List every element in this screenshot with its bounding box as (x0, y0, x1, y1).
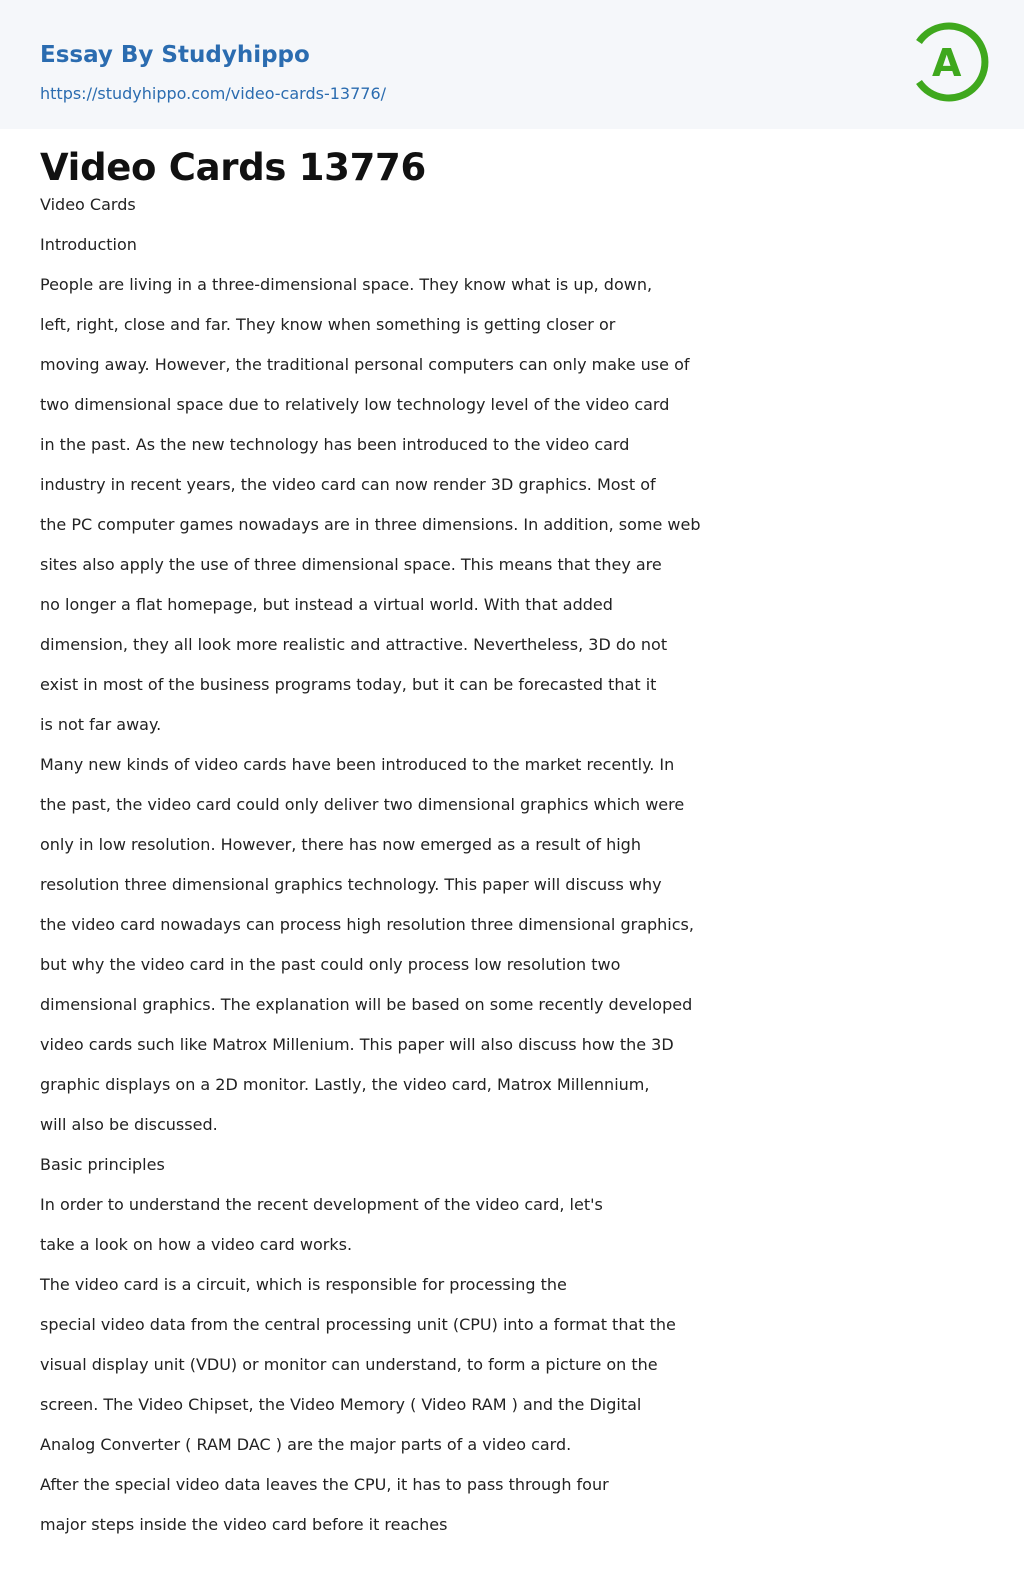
article-lines (40, 185, 740, 1545)
text-line: special video data from the central processing unit (CPU) into a format that the (40, 1315, 676, 1334)
text-line: Many new kinds of video cards have been introduced to the market recently. In (40, 755, 675, 774)
text-line: screen. The Video Chipset, the Video Memory ( Video RAM ) and the Digital (40, 1395, 642, 1414)
text-line: People are living in a three-dimensional space. They know what is up, down, (40, 275, 653, 294)
article-body (40, 144, 740, 1545)
text-line: is not far away. (40, 715, 162, 734)
brand-title: Essay By Studyhippo (40, 42, 310, 68)
text-line: Video Cards (40, 195, 136, 214)
text-line: resolution three dimensional graphics technology. This paper will discuss why (40, 875, 662, 894)
logo-letter: A (932, 41, 962, 85)
text-line: will also be discussed. (40, 1115, 218, 1134)
text-line: Introduction (40, 235, 137, 254)
logo-icon (908, 20, 992, 104)
text-line: two dimensional space due to relatively low technology level of the video card (40, 395, 670, 414)
text-line: After the special video data leaves the CPU, it has to pass through four (40, 1475, 609, 1494)
text-line: dimension, they all look more realistic and attractive. Nevertheless, 3D do not (40, 635, 668, 654)
text-line: The video card is a circuit, which is responsible for processing the (40, 1275, 567, 1294)
text-line: industry in recent years, the video card can now render 3D graphics. Most of (40, 475, 656, 494)
page-header (0, 0, 1024, 129)
text-line: exist in most of the business programs today, but it can be forecasted that it (40, 675, 657, 694)
text-line: the past, the video card could only deliver two dimensional graphics which were (40, 795, 685, 814)
text-line: the video card nowadays can process high resolution three dimensional graphics, (40, 915, 694, 934)
text-line: left, right, close and far. They know when something is getting closer or (40, 315, 616, 334)
text-line: no longer a flat homepage, but instead a virtual world. With that added (40, 595, 613, 614)
text-line: in the past. As the new technology has been introduced to the video card (40, 435, 630, 454)
essay-url-link[interactable]: https://studyhippo.com/video-cards-13776/ (40, 84, 387, 103)
page-title: Video Cards 13776 (40, 146, 426, 189)
text-line: take a look on how a video card works. (40, 1235, 353, 1254)
text-line: major steps inside the video card before it reaches (40, 1515, 448, 1534)
text-line: In order to understand the recent development of the video card, let's (40, 1195, 603, 1214)
text-line: moving away. However, the traditional personal computers can only make use of (40, 355, 690, 374)
text-line: the PC computer games nowadays are in three dimensions. In addition, some web (40, 515, 701, 534)
text-line: sites also apply the use of three dimensional space. This means that they are (40, 555, 662, 574)
text-line: visual display unit (VDU) or monitor can understand, to form a picture on the (40, 1355, 658, 1374)
text-line: Analog Converter ( RAM DAC ) are the major parts of a video card. (40, 1435, 572, 1454)
text-line: but why the video card in the past could only process low resolution two (40, 955, 621, 974)
text-line: graphic displays on a 2D monitor. Lastly, the video card, Matrox Millennium, (40, 1075, 650, 1094)
text-line: Basic principles (40, 1155, 165, 1174)
text-line: dimensional graphics. The explanation will be based on some recently developed (40, 995, 693, 1014)
text-line: video cards such like Matrox Millenium. This paper will also discuss how the 3D (40, 1035, 674, 1054)
logo-ring (908, 20, 992, 104)
text-line: only in low resolution. However, there has now emerged as a result of high (40, 835, 641, 854)
